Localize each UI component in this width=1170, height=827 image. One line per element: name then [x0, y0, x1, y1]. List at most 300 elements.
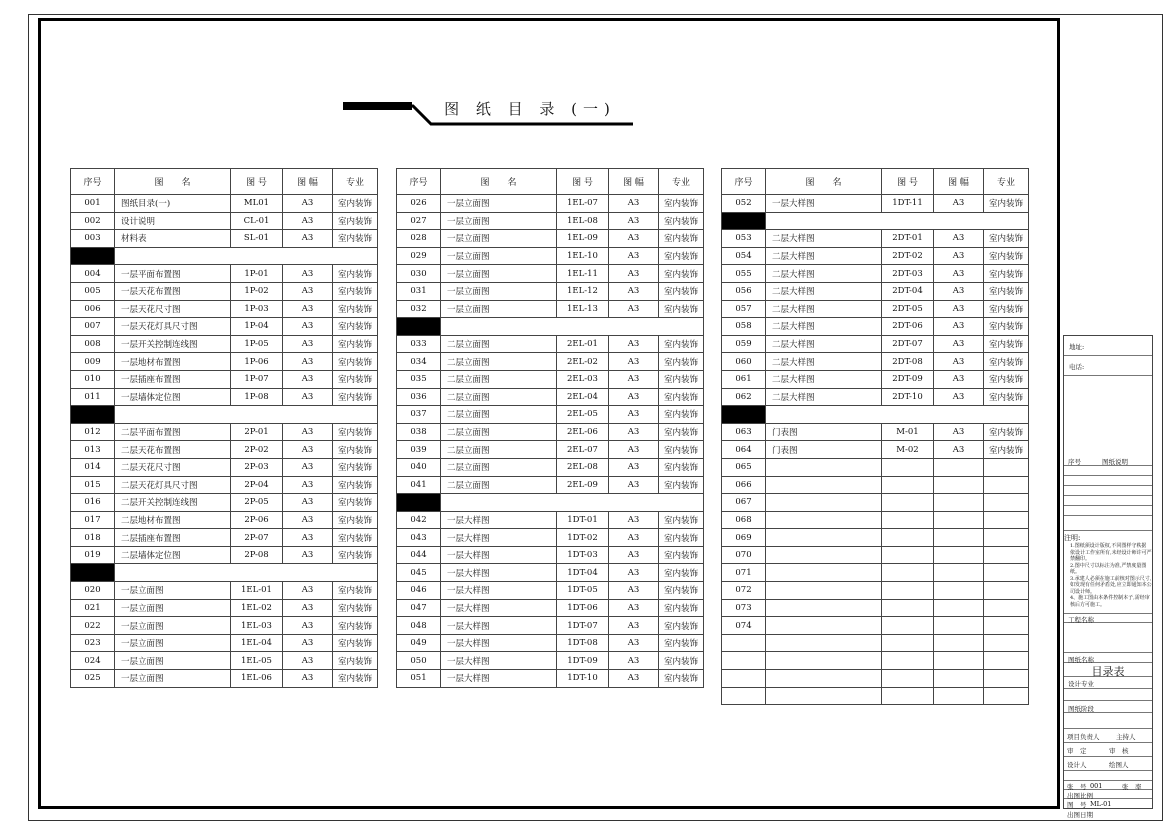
row-number: 046: [397, 582, 441, 600]
drawing-name: [766, 476, 882, 494]
drawing-code: 2DT-06: [882, 318, 934, 336]
drawing-name: 一层大样图: [441, 599, 557, 617]
drawing-name: 一层开关控制连线图: [115, 335, 231, 353]
address-label: 地址:: [1069, 343, 1085, 351]
sheet-size: A3: [609, 195, 659, 213]
sheet-size: A3: [609, 370, 659, 388]
project-name-label: 工程名称: [1068, 616, 1094, 624]
drawing-name: 一层大样图: [766, 195, 882, 213]
column-header-name: 图 名: [115, 169, 231, 195]
column-header-code: 图 号: [231, 169, 283, 195]
drawing-code: 1EL-12: [557, 282, 609, 300]
drawing-name: 一层立面图: [115, 670, 231, 688]
row-number: 067: [722, 494, 766, 512]
blank-cell: [441, 318, 704, 336]
sheet-size: [934, 494, 984, 512]
drawing-code: 1P-07: [231, 370, 283, 388]
table-row: [722, 441, 1029, 459]
drawing-name: 一层立面图: [115, 582, 231, 600]
table-header: [71, 169, 378, 195]
column-header-name: 图 名: [766, 169, 882, 195]
row-number: 053: [722, 230, 766, 248]
sheet-size: A3: [609, 634, 659, 652]
row-number: 056: [722, 282, 766, 300]
discipline: [984, 476, 1029, 494]
table-row: [722, 370, 1029, 388]
table-row: [397, 406, 704, 424]
discipline: 室内装饰: [333, 634, 378, 652]
row-number: 005: [71, 282, 115, 300]
drawing-code: 1EL-04: [231, 634, 283, 652]
drawing-code: 1P-03: [231, 300, 283, 318]
drawing-name: 二层开关控制连线图: [115, 494, 231, 512]
drawing-code: 2EL-07: [557, 441, 609, 459]
column-header-disc: 专业: [333, 169, 378, 195]
table-row: [397, 230, 704, 248]
chief-label: 主持人: [1116, 733, 1136, 741]
drawing-name: [766, 670, 882, 688]
drawing-no-label: 图 号: [1067, 801, 1087, 809]
section-marker: [397, 494, 441, 512]
drawing-name: 一层平面布置图: [115, 265, 231, 283]
table-row: [722, 634, 1029, 652]
table-row: [71, 300, 378, 318]
drawing-name: 材料表: [115, 230, 231, 248]
row-number: 009: [71, 353, 115, 371]
drawing-name: 门表图: [766, 423, 882, 441]
drawing-code: 1DT-04: [557, 564, 609, 582]
column-header-size: 图 幅: [283, 169, 333, 195]
discipline: 室内装饰: [659, 353, 704, 371]
discipline: 室内装饰: [333, 212, 378, 230]
drawing-name: 一层大样图: [441, 511, 557, 529]
drawing-name: 一层立面图: [441, 247, 557, 265]
row-number: 030: [397, 265, 441, 283]
row-number: 022: [71, 617, 115, 635]
table-row: [71, 335, 378, 353]
row-number: 013: [71, 441, 115, 459]
row-number: 026: [397, 195, 441, 213]
sheet-size: A3: [609, 458, 659, 476]
row-number: 033: [397, 335, 441, 353]
row-number: 036: [397, 388, 441, 406]
table-row: [722, 458, 1029, 476]
sheet-size: A3: [609, 230, 659, 248]
sheet-size: A3: [609, 511, 659, 529]
row-number: 072: [722, 582, 766, 600]
row-number: 018: [71, 529, 115, 547]
drawing-name: 图纸目录(一): [115, 195, 231, 213]
drawing-name: 一层地材布置图: [115, 353, 231, 371]
table-row: [397, 564, 704, 582]
row-number: 038: [397, 423, 441, 441]
sheet-size: A3: [283, 212, 333, 230]
column-header-no: 序号: [397, 169, 441, 195]
row-number: 048: [397, 617, 441, 635]
sheet-size: A3: [609, 441, 659, 459]
table-row: [71, 265, 378, 283]
catalog-table-1: [70, 168, 378, 688]
discipline: 室内装饰: [984, 318, 1029, 336]
row-number: 003: [71, 230, 115, 248]
discipline: 室内装饰: [333, 670, 378, 688]
drawing-code: 2P-07: [231, 529, 283, 547]
table-row: [71, 582, 378, 600]
section-marker: [71, 564, 115, 582]
table-row: [722, 282, 1029, 300]
discipline: 室内装饰: [984, 441, 1029, 459]
drawing-name: [766, 652, 882, 670]
drawing-name: 二层大样图: [766, 265, 882, 283]
sheet-size: A3: [609, 247, 659, 265]
sheet-size: A3: [934, 335, 984, 353]
drawing-code: 1DT-09: [557, 652, 609, 670]
table-row: [71, 529, 378, 547]
desc-label: 图纸说明: [1102, 458, 1128, 466]
row-number: 052: [722, 195, 766, 213]
sheet-size: [934, 564, 984, 582]
sheet-size: A3: [609, 582, 659, 600]
table-row: [722, 582, 1029, 600]
discipline: 室内装饰: [659, 546, 704, 564]
column-header-no: 序号: [722, 169, 766, 195]
sheet-size: A3: [609, 353, 659, 371]
drawing-name: [766, 458, 882, 476]
table-row: [722, 388, 1029, 406]
sheet-size: [934, 546, 984, 564]
discipline: 室内装饰: [333, 582, 378, 600]
sheet-no-value: 001: [1090, 782, 1103, 790]
drawing-name: 一层立面图: [115, 634, 231, 652]
table-row: [397, 353, 704, 371]
table-row: [71, 441, 378, 459]
sheet-size: A3: [934, 423, 984, 441]
row-number: 014: [71, 458, 115, 476]
sheet-size: A3: [609, 670, 659, 688]
section-marker: [722, 212, 766, 230]
drawing-name: 一层大样图: [441, 670, 557, 688]
page-title: 图 纸 目 录 (一): [444, 100, 616, 118]
discipline: 室内装饰: [333, 511, 378, 529]
discipline: 室内装饰: [984, 230, 1029, 248]
row-number: 001: [71, 195, 115, 213]
row-number: 044: [397, 546, 441, 564]
drawing-name: 一层大样图: [441, 529, 557, 547]
row-number: 042: [397, 511, 441, 529]
drawing-name-label: 图纸名称: [1068, 656, 1094, 664]
row-number: 012: [71, 423, 115, 441]
drawing-code: 2P-08: [231, 546, 283, 564]
sheet-size: [934, 687, 984, 705]
sheet-size: A3: [609, 617, 659, 635]
discipline: 室内装饰: [659, 670, 704, 688]
table-row: [71, 476, 378, 494]
sheet-size: A3: [934, 388, 984, 406]
drawing-code: 1P-04: [231, 318, 283, 336]
discipline: 室内装饰: [333, 599, 378, 617]
drawing-code: [882, 652, 934, 670]
drawing-no-value: ML-01: [1090, 800, 1112, 808]
drawing-name: [766, 687, 882, 705]
drawing-code: 2EL-08: [557, 458, 609, 476]
table-row: [71, 370, 378, 388]
drawing-code: 2EL-06: [557, 423, 609, 441]
notes-section: [1064, 533, 1152, 608]
drawing-name: 门表图: [766, 441, 882, 459]
sheet-size: A3: [283, 494, 333, 512]
drawing-code: 2P-02: [231, 441, 283, 459]
sheet-size: [934, 529, 984, 547]
drawing-code: [882, 511, 934, 529]
column-header-code: 图 号: [882, 169, 934, 195]
catalog-table-3: [721, 168, 1029, 705]
sheet-size: A3: [609, 335, 659, 353]
table-row: [397, 335, 704, 353]
row-number: 060: [722, 353, 766, 371]
drawing-code: 1EL-09: [557, 230, 609, 248]
drawing-code: 1EL-06: [231, 670, 283, 688]
table-row: [722, 652, 1029, 670]
no-label: 序号: [1068, 458, 1081, 466]
sheet-size: [934, 458, 984, 476]
drawing-name: 二层天花布置图: [115, 441, 231, 459]
discipline: 室内装饰: [659, 423, 704, 441]
drawing-name: 二层大样图: [766, 318, 882, 336]
table-row: [71, 617, 378, 635]
table-row: [397, 617, 704, 635]
note-line: 如发现有任何矛盾处,应立即通知本公司设计师。: [1070, 582, 1152, 595]
row-number: 073: [722, 599, 766, 617]
discipline: [984, 458, 1029, 476]
drawing-code: [882, 494, 934, 512]
row-number: 004: [71, 265, 115, 283]
sheet-size: A3: [934, 247, 984, 265]
sheet-size: A3: [934, 282, 984, 300]
sheets-label: 张 率: [1122, 783, 1142, 791]
catalog-table-2: [396, 168, 704, 688]
drawing-name: 一层天花尺寸图: [115, 300, 231, 318]
table-row: [71, 634, 378, 652]
drawing-code: [882, 546, 934, 564]
note-line: 2.图中尺寸以标注为准,严禁度量图纸。: [1070, 562, 1147, 575]
sheet-size: A3: [934, 230, 984, 248]
section-marker: [71, 406, 115, 424]
drawing-name: 二层大样图: [766, 282, 882, 300]
table-row: [722, 546, 1029, 564]
drawing-code: 2DT-10: [882, 388, 934, 406]
sheet-size: A3: [283, 670, 333, 688]
project-lead-label: 项目负责人: [1067, 733, 1100, 741]
sheet-size: A3: [283, 511, 333, 529]
discipline: 室内装饰: [659, 265, 704, 283]
table-row: [722, 318, 1029, 336]
row-number: 058: [722, 318, 766, 336]
row-number: 034: [397, 353, 441, 371]
drawing-name: 二层大样图: [766, 300, 882, 318]
sheet-size: A3: [609, 388, 659, 406]
discipline: 室内装饰: [333, 652, 378, 670]
row-number: 035: [397, 370, 441, 388]
drawing-name: 二层大样图: [766, 370, 882, 388]
drawing-name: 一层立面图: [441, 195, 557, 213]
row-number: 019: [71, 546, 115, 564]
discipline: 室内装饰: [659, 634, 704, 652]
note-line: 依设计工作室所有,未经设计师许可严禁翻印。: [1070, 549, 1152, 562]
drawing-code: 1EL-13: [557, 300, 609, 318]
drawing-name: 二层立面图: [441, 335, 557, 353]
drawing-code: 2EL-01: [557, 335, 609, 353]
drawing-code: 1DT-02: [557, 529, 609, 547]
drawing-name: [766, 511, 882, 529]
drawing-name: 二层大样图: [766, 247, 882, 265]
drawing-name: 二层大样图: [766, 388, 882, 406]
blank-cell: [766, 212, 1029, 230]
discipline: 室内装饰: [659, 441, 704, 459]
drawing-code: [882, 599, 934, 617]
drawing-code: 2DT-02: [882, 247, 934, 265]
drawing-code: 1EL-05: [231, 652, 283, 670]
row-number: 021: [71, 599, 115, 617]
drawing-name: [766, 599, 882, 617]
discipline: 室内装饰: [333, 494, 378, 512]
drawing-name: 一层天花布置图: [115, 282, 231, 300]
sheet-size: A3: [609, 212, 659, 230]
row-number: 006: [71, 300, 115, 318]
discipline: 室内装饰: [659, 476, 704, 494]
row-number: [722, 687, 766, 705]
phone-label: 电话:: [1069, 363, 1085, 371]
drawing-code: 2DT-05: [882, 300, 934, 318]
drawing-code: 2P-03: [231, 458, 283, 476]
row-number: 070: [722, 546, 766, 564]
discipline: 室内装饰: [659, 247, 704, 265]
table-row: [722, 599, 1029, 617]
discipline: 室内装饰: [659, 599, 704, 617]
sheet-size: A3: [934, 265, 984, 283]
drawing-name: [766, 617, 882, 635]
drawing-name: [766, 564, 882, 582]
sheet-size: A3: [283, 370, 333, 388]
drawing-code: [882, 458, 934, 476]
row-number: 011: [71, 388, 115, 406]
table-row: [397, 282, 704, 300]
sheet-size: A3: [609, 300, 659, 318]
discipline: 室内装饰: [333, 441, 378, 459]
discipline: 室内装饰: [984, 388, 1029, 406]
row-number: 051: [397, 670, 441, 688]
discipline: 室内装饰: [659, 300, 704, 318]
drawing-code: [882, 476, 934, 494]
table-row: [722, 195, 1029, 213]
drawing-code: [882, 634, 934, 652]
sheet-size: A3: [283, 388, 333, 406]
drawing-name: 二层大样图: [766, 353, 882, 371]
sheet-size: A3: [283, 476, 333, 494]
table-row: [71, 212, 378, 230]
drawing-code: 1EL-07: [557, 195, 609, 213]
sheet-size: A3: [609, 423, 659, 441]
table-row: [71, 423, 378, 441]
table-row: [722, 300, 1029, 318]
sheet-size: A3: [283, 582, 333, 600]
discipline: 室内装饰: [659, 617, 704, 635]
sheet-size: A3: [283, 617, 333, 635]
row-number: 041: [397, 476, 441, 494]
row-number: 064: [722, 441, 766, 459]
drawing-code: 1DT-03: [557, 546, 609, 564]
table-row: [71, 388, 378, 406]
discipline: 室内装饰: [659, 582, 704, 600]
sheet-size: A3: [283, 423, 333, 441]
drawing-name: 一层插座布置图: [115, 370, 231, 388]
drawing-code: 1DT-07: [557, 617, 609, 635]
drawing-name: 一层立面图: [441, 282, 557, 300]
discipline: 室内装饰: [984, 247, 1029, 265]
row-number: [722, 652, 766, 670]
sheet-size: A3: [609, 529, 659, 547]
drawing-name: 二层立面图: [441, 476, 557, 494]
sheet-size: A3: [283, 195, 333, 213]
sheet-size: A3: [934, 318, 984, 336]
table-row: [397, 441, 704, 459]
table-row: [397, 195, 704, 213]
drawing-code: 2EL-09: [557, 476, 609, 494]
drawing-name: 二层立面图: [441, 353, 557, 371]
drawing-name: 一层大样图: [441, 564, 557, 582]
discipline: 室内装饰: [984, 370, 1029, 388]
drawing-code: 1P-01: [231, 265, 283, 283]
discipline: 室内装饰: [333, 282, 378, 300]
table-row: [71, 599, 378, 617]
drawing-code: [882, 582, 934, 600]
row-number: 063: [722, 423, 766, 441]
column-header-size: 图 幅: [934, 169, 984, 195]
discipline: 室内装饰: [984, 300, 1029, 318]
discipline: [984, 599, 1029, 617]
sheet-size: A3: [934, 195, 984, 213]
discipline: 室内装饰: [333, 388, 378, 406]
discipline: [984, 511, 1029, 529]
sheet-size: A3: [283, 230, 333, 248]
row-number: 020: [71, 582, 115, 600]
row-number: 008: [71, 335, 115, 353]
discipline: [984, 546, 1029, 564]
discipline: 室内装饰: [333, 195, 378, 213]
drawing-code: 1EL-01: [231, 582, 283, 600]
drawing-name: [766, 634, 882, 652]
drawing-name: 二层插座布置图: [115, 529, 231, 547]
drawing-name: 一层立面图: [115, 599, 231, 617]
discipline: 室内装饰: [333, 265, 378, 283]
date-label: 出图日期: [1067, 811, 1093, 819]
row-number: 057: [722, 300, 766, 318]
discipline: [984, 634, 1029, 652]
table-row: [397, 458, 704, 476]
drawing-name: 一层立面图: [115, 617, 231, 635]
sheet-size: A3: [283, 441, 333, 459]
row-number: 002: [71, 212, 115, 230]
drawing-code: 1DT-08: [557, 634, 609, 652]
section-marker: [71, 247, 115, 265]
drawing-code: 1P-05: [231, 335, 283, 353]
table-row: [397, 511, 704, 529]
drawing-code: 2EL-04: [557, 388, 609, 406]
discipline: [984, 652, 1029, 670]
blank-cell: [115, 564, 378, 582]
drawing-name: 二层地材布置图: [115, 511, 231, 529]
table-row: [722, 230, 1029, 248]
drawing-code: 1DT-06: [557, 599, 609, 617]
